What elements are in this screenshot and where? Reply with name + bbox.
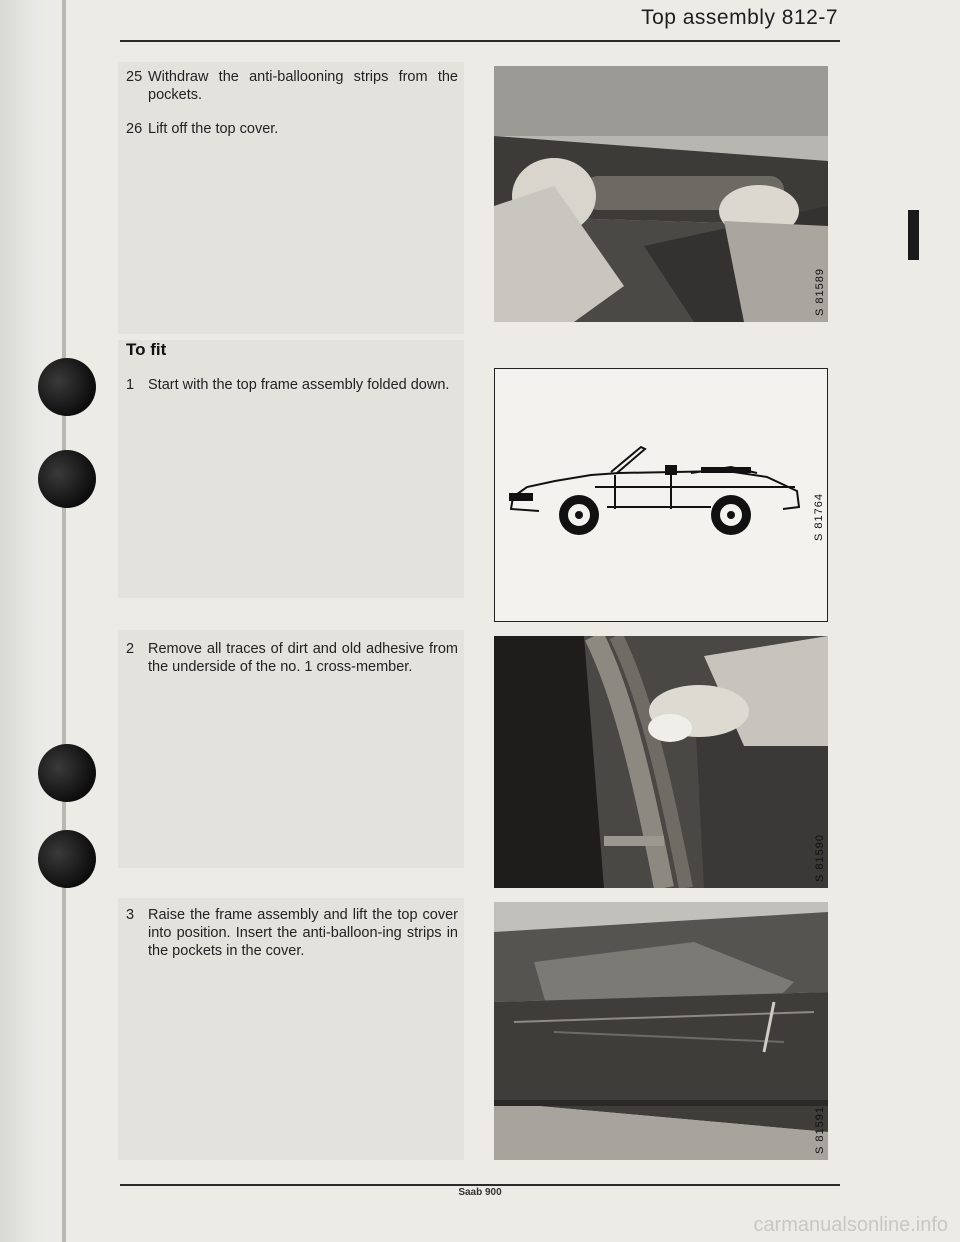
- top-cover-in-position-image: [494, 902, 828, 1160]
- header-rule: [120, 40, 840, 42]
- section-edge-tab: [908, 210, 919, 260]
- binder-hole-4: [38, 830, 96, 888]
- hands-withdrawing-strips-image: [494, 66, 828, 322]
- figure-2-frame: [494, 368, 828, 622]
- figure-4-photo: [494, 902, 828, 1160]
- step-number: 25: [126, 69, 143, 85]
- step-26: [126, 120, 458, 138]
- car-drawing-image: [495, 369, 827, 621]
- binder-margin: [0, 0, 60, 1242]
- figure-code: S 81590: [814, 834, 826, 882]
- step-1: [126, 376, 458, 394]
- step-number: 26: [126, 121, 143, 137]
- binder-edge-line: [62, 0, 66, 1242]
- figure-code: S 81764: [813, 493, 825, 541]
- watermark: carmanualsonline.info: [753, 1214, 948, 1236]
- cleaning-cross-member-image: [494, 636, 828, 888]
- step-text: Start with the top frame assembly folded down.: [148, 377, 450, 393]
- step-number: 2: [126, 641, 135, 657]
- binder-hole-2: [38, 450, 96, 508]
- step-number: 3: [126, 907, 135, 923]
- step-text: Lift off the top cover.: [148, 121, 279, 137]
- step-text: Remove all traces of dirt and old adhesive from the underside of the no. 1 cross-member.: [148, 641, 458, 675]
- page-title: Top assembly 812-7: [641, 6, 838, 29]
- figure-3-photo: [494, 636, 828, 888]
- footer-rule: [120, 1184, 840, 1186]
- step-number: 1: [126, 377, 135, 393]
- figure-code: S 81591: [814, 1106, 826, 1154]
- step-text: Raise the frame assembly and lift the top cover into position. Insert the anti-balloon-ing strips in the pockets in the cover.: [148, 907, 458, 959]
- binder-hole-1: [38, 358, 96, 416]
- figure-1-photo: [494, 66, 828, 322]
- footer-model-label: Saab 900: [458, 1187, 502, 1198]
- step-2: [126, 640, 458, 676]
- figure-code: S 81589: [814, 268, 826, 316]
- step-25: [126, 68, 458, 104]
- binder-hole-3: [38, 744, 96, 802]
- section-heading: To fit: [126, 340, 167, 359]
- step-text: Withdraw the anti-ballooning strips from the pockets.: [148, 69, 458, 103]
- step-3: [126, 906, 458, 960]
